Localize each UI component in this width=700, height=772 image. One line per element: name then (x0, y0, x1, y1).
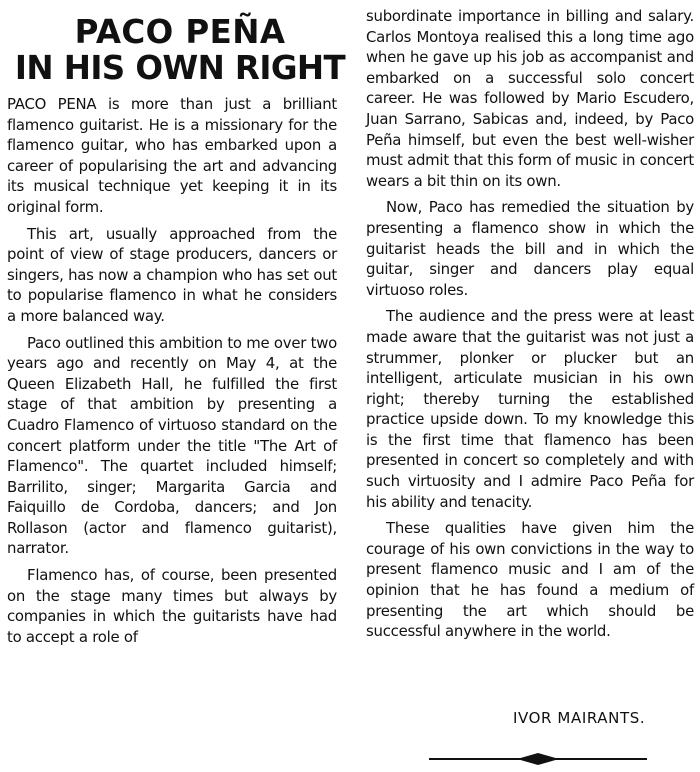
paragraph: Paco outlined this ambition to me over two years ago and recently on May 4, at the Queen Elizabeth Hall, he fulfilled the first stage of that ambition by presenting a Cuadro Flamenco of virtuoso standard on the concert platform under the title "The Art of Flamenco". The quartet included himself; Barrilito, singer; Margarita Garcia and Faiquillo de Cordoba, dancers; and Jon Rollason (actor and flamenco guitarist), narrator. (7, 333, 337, 558)
diamond-rule-icon (427, 750, 649, 768)
author-signature: IVOR MAIRANTS. (513, 709, 646, 727)
left-column (7, 94, 337, 653)
paragraph: The audience and the press were at least made aware that the guitarist was not just a strummer, plonker or plucker but an intelligent, articulate musician in his own right; thereby turning the established practice upside down. To my knowledge this is the first time that flamenco has been presented in concert so completely and with such virtuosity and I admire Paco Peña for his ability and tenacity. (366, 307, 694, 511)
right-column (366, 6, 694, 648)
paragraph: subordinate importance in billing and salary. Carlos Montoya realised this a long time ago when he gave up his job as accompanist and embarked on a successful solo concert career. He was followed by Mario Escudero, Juan Sarrano, Sabicas and, indeed, by Paco Peña himself, but even the best well-wisher must admit that this form of music in concert wears a bit thin on its own. (366, 7, 694, 190)
paragraph: These qualities have given him the courage of his own convictions in the way to present flamenco music and I am of the opinion that he has found a medium of presenting the art which should be successful anywhere in the world. (366, 519, 694, 641)
paragraph: This art, usually approached from the point of view of stage producers, dancers or singers, has now a champion who has set out to popularise flamenco in what he considers a more balanced way. (7, 224, 337, 325)
paragraph: PACO PENA is more than just a brilliant flamenco guitarist. He is a missionary for the flamenco guitar, who has embarked upon a career of popularising the art and advancing its musical technique yet keeping it in its original form. (7, 95, 337, 216)
headline-line-2: IN HIS OWN RIGHT (14, 49, 346, 87)
paragraph: Flamenco has, of course, been presented on the stage many times but always by companies in which the guitarists have had to accept a role of (7, 566, 337, 646)
article-headline (4, 14, 356, 86)
headline-line-1: PACO PEÑA (74, 13, 286, 51)
paragraph: Now, Paco has remedied the situation by presenting a flamenco show in which the guitarist heads the bill and in which the guitar, singer and dancers play equal virtuoso roles. (366, 198, 694, 299)
